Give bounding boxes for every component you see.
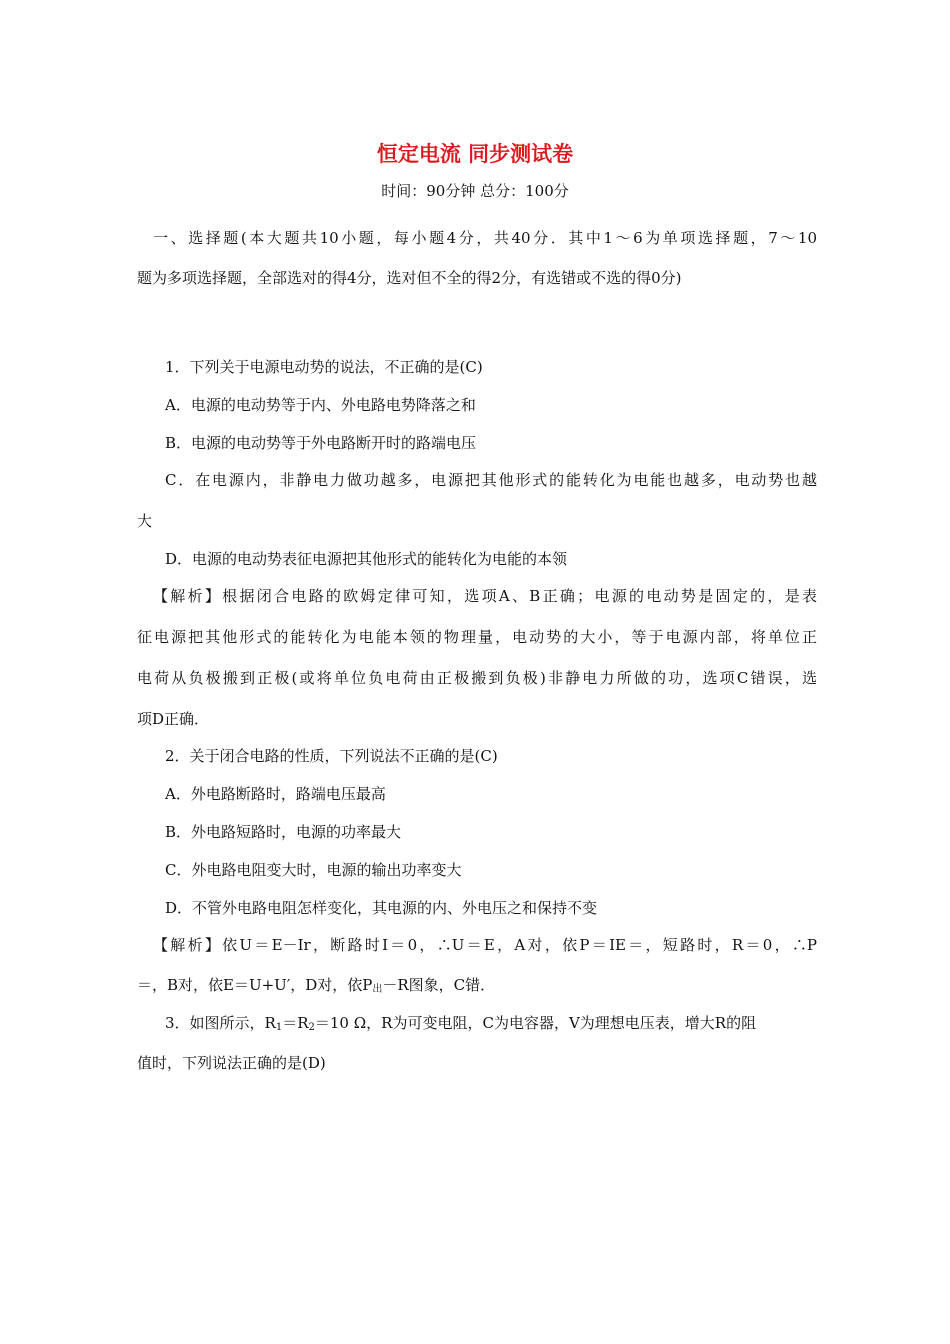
- q3-text-b: ＝R: [282, 1014, 309, 1032]
- q1-option-d: D．电源的电动势表征电源把其他形式的能转化为电能的本领: [165, 550, 568, 568]
- q1-analysis-line-1: 【解析】根据闭合电路的欧姆定律可知，选项A、B正确；电源的电动势是固定的，是表: [153, 587, 817, 605]
- q1-analysis-line-4: 项D正确．: [137, 710, 210, 728]
- q2-analysis-line-1: 【解析】依U＝E－Ir，断路时I＝0，∴U＝E，A对，依P＝IE＝，短路时，R＝0，∴P: [153, 936, 817, 954]
- subscript-1: 1: [275, 1022, 283, 1033]
- q3-stem-line-1: [165, 1013, 817, 1033]
- q3-stem-line-2: 值时，下列说法正确的是(D): [137, 1054, 326, 1072]
- q2-option-b: B．外电路短路时，电源的功率最大: [165, 823, 402, 841]
- q1-option-c-line-1: C．在电源内，非静电力做功越多，电源把其他形式的能转化为电能也越多，电动势也越: [165, 471, 817, 489]
- q3-text-a: 3．如图所示，R: [165, 1014, 276, 1032]
- q1-option-b: B．电源的电动势等于外电路断开时的路端电压: [165, 434, 477, 452]
- q1-option-c-line-2: 大: [137, 512, 153, 530]
- page-title: 恒定电流 同步测试卷: [376, 142, 574, 166]
- subscript-2: 2: [308, 1022, 315, 1033]
- subscript-out: 出: [372, 984, 383, 995]
- q3-text-c: ＝10 Ω，R为可变电阻，C为电容器，V为理想电压表，增大R的阻: [314, 1014, 757, 1032]
- q2-option-a: A．外电路断路时，路端电压最高: [165, 785, 386, 803]
- q1-analysis-line-2: 征电源把其他形式的能转化为电能本领的物理量，电动势的大小，等于电源内部，将单位正: [137, 628, 817, 646]
- q2-option-c: C．外电路电阻变大时，电源的输出功率变大: [165, 861, 462, 879]
- exam-info: 时间：90分钟 总分：100分: [381, 182, 569, 200]
- q1-option-a: A．电源的电动势等于内、外电路电势降落之和: [165, 396, 476, 414]
- q2-stem: 2．关于闭合电路的性质，下列说法不正确的是(C): [165, 747, 498, 765]
- q2-analysis-line-2: [137, 975, 817, 995]
- q1-analysis-line-3: 电荷从负极搬到正极(或将单位负电荷由正极搬到负极)非静电力所做的功，选项C错误，选: [137, 669, 817, 687]
- q2-option-d: D．不管外电路电阻怎样变化，其电源的内、外电压之和保持不变: [165, 899, 598, 917]
- q1-stem: 1．下列关于电源电动势的说法，不正确的是(C): [165, 358, 483, 376]
- q2-analysis-text-a: ＝，B对，依E＝U+U′，D对，依P: [137, 976, 373, 994]
- section-instructions-line-2: 题为多项选择题，全部选对的得4分，选对但不全的得2分，有选错或不选的得0分): [137, 269, 682, 287]
- section-instructions-line-1: 一、选择题(本大题共10小题，每小题4分，共40分．其中1～6为单项选择题，7～10: [153, 229, 817, 247]
- q2-analysis-text-b: －R图象，C错．: [382, 976, 496, 994]
